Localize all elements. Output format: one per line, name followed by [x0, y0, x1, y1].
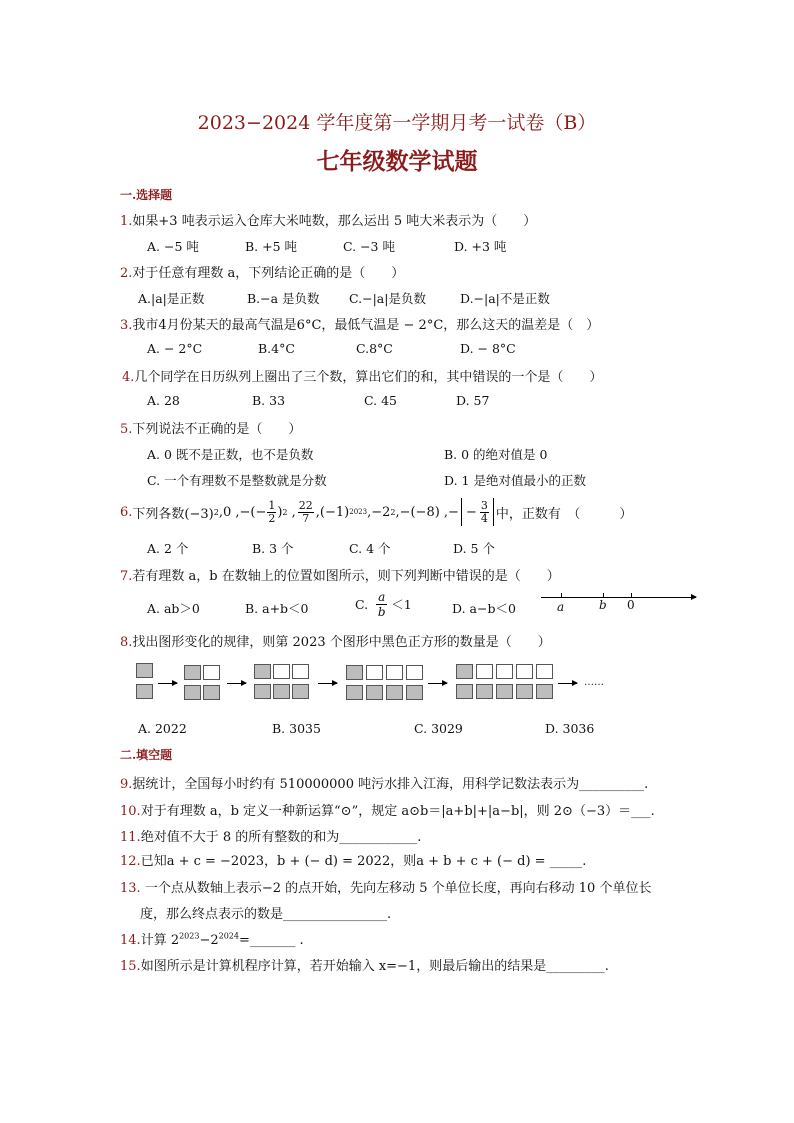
q5-option-c: C. 一个有理数不是整数就是分数 [147, 473, 327, 488]
fraction-denominator: b [377, 604, 386, 619]
question-number: 2. [120, 266, 133, 281]
square-black [136, 684, 153, 699]
square-black [476, 684, 493, 699]
question-10 [120, 800, 655, 819]
q6-option-a: A. 2 个 [147, 541, 189, 556]
q4-option-c: C. 45 [364, 393, 397, 408]
square-white [536, 664, 553, 679]
question-number: 13. [120, 881, 141, 896]
exam-subtitle: 七年级数学试题 [316, 148, 478, 175]
q6-option-d: D. 5 个 [453, 541, 495, 556]
q6-text-part: 中，正数有 （ ） [495, 506, 633, 522]
question-7 [120, 565, 560, 584]
q6-text-part: ,−(−8) ,− [395, 504, 459, 520]
q14-exponent: 2023 [179, 931, 200, 941]
square-black [456, 664, 473, 679]
q6-text-part: ,(−1) [315, 504, 350, 520]
question-text: 据统计，全国每小时约有 510000000 吨污水排入江海，用科学记数法表示为__________. [132, 777, 649, 792]
option-rest: ＜1 [391, 597, 412, 612]
q7-option-a: A. ab＞0 [147, 601, 200, 616]
q3-option-a: A. − 2°C [147, 341, 203, 356]
question-number: 5. [120, 422, 133, 437]
q8-option-a: A. 2022 [138, 721, 187, 736]
q6-exponent: 2 [213, 507, 219, 517]
q6-fraction-one-half [267, 500, 276, 525]
question-text: 一个点从数轴上表示−2 的点开始，先向左移动 5 个单位长度，再向右移动 10 个单位长 [140, 881, 652, 896]
question-number: 12. [120, 854, 141, 869]
fraction-numerator: 1 [268, 498, 276, 512]
question-number: 15. [120, 959, 141, 974]
question-text: 几个同学在日历纵列上圈出了三个数，算出它们的和，其中错误的一个是（ ） [134, 370, 603, 385]
fraction-denominator: 7 [302, 511, 310, 525]
q3-option-c: C.8°C [356, 341, 393, 356]
ellipsis: …… [584, 677, 604, 688]
question-text: 对于有理数 a，b 定义一种新运算“⊙”，规定 a⊙b＝|a+b|+|a−b|，则 2⊙（−3）＝___. [140, 804, 655, 819]
question-text: 绝对值不大于 8 的所有整数的和为____________. [140, 830, 422, 845]
q7-fraction-a-b [376, 590, 387, 619]
question-number: 6. [120, 504, 133, 520]
q7-option-b: B. a+b＜0 [245, 601, 309, 616]
q6-exponent: 2 [282, 507, 288, 517]
question-6: 6. 下列各数(−3) 2 ,0 ,−(− $\frac{1}{2}$ ) 2 , $\frac{22}{7}$ ,(−1) 2023 ,−2 2 ,−(−8) ,− − $\frac{3}{4}$ 中，正数有 （ ） [120, 498, 633, 525]
q6-text-part: ,0 ,−(− [218, 504, 267, 520]
fraction-numerator: a [378, 589, 386, 604]
q5-option-d: D. 1 是绝对值最小的正数 [444, 473, 586, 488]
question-text: 找出图形变化的规律，则第 2023 个图形中黑色正方形的数量是（ ） [132, 635, 551, 650]
q14-text-part: 计算 2 [140, 933, 180, 948]
square-black [536, 684, 553, 699]
fraction-numerator: 3 [480, 498, 488, 512]
square-black [366, 685, 383, 700]
q6-option-c: C. 4 个 [349, 541, 391, 556]
square-black [184, 685, 201, 700]
square-white [366, 665, 383, 680]
q6-exponent: 2023 [349, 508, 368, 516]
question-11 [120, 826, 421, 845]
minus-sign: − [465, 504, 477, 520]
square-black [254, 684, 271, 699]
q2-option-b: B.−a 是负数 [247, 291, 320, 306]
question-15 [120, 955, 609, 974]
square-white [203, 665, 220, 680]
square-black [184, 665, 201, 680]
q3-option-b: B.4°C [258, 341, 295, 356]
arrow [558, 683, 577, 684]
section-fill-heading: 二.填空题 [120, 748, 173, 762]
square-white [273, 664, 290, 679]
q6-fraction-3-4 [480, 500, 489, 525]
q1-option-d: D. +3 吨 [454, 239, 507, 254]
label-zero: 0 [627, 598, 635, 612]
q5-option-a: A. 0 既不是正数，也不是负数 [147, 447, 314, 462]
q8-option-d: D. 3036 [545, 721, 595, 736]
square-black [136, 663, 153, 678]
question-2 [120, 262, 404, 281]
question-text: 下列说法不正确的是（ ） [132, 422, 302, 437]
square-white [516, 664, 533, 679]
question-text: 我市4月份某天的最高气温是6°C，最低气温是 − 2°C，那么这天的温差是（ ） [132, 318, 600, 333]
question-14 [120, 929, 304, 948]
q1-option-c: C. −3 吨 [343, 239, 395, 254]
exam-title: 2023−2024 学年度第一学期月考一试卷（B） [197, 112, 597, 134]
question-number: 8. [120, 635, 133, 650]
section-choice-heading: 一.选择题 [120, 188, 173, 202]
q1-option-b: B. +5 吨 [245, 239, 298, 254]
q6-fraction-22-7 [298, 500, 314, 525]
q2-option-c: C.−|a|是负数 [349, 291, 426, 306]
q6-text-part: ,−2 [367, 504, 391, 520]
question-4 [122, 366, 602, 385]
q2-option-a: A.|a|是正数 [138, 291, 205, 306]
question-13 [120, 877, 651, 896]
q5-option-b: B. 0 的绝对值是 0 [444, 447, 548, 462]
square-black [456, 684, 473, 699]
square-black [406, 685, 423, 700]
q6-exponent: 2 [390, 507, 396, 517]
q6-text-part: ) [277, 504, 283, 520]
question-number: 1. [120, 214, 133, 229]
square-black [254, 664, 271, 679]
question-number: 9. [120, 777, 133, 792]
q7-option-d: D. a−b＜0 [452, 601, 516, 616]
option-letter: C. [355, 596, 369, 612]
question-text: 若有理数 a，b 在数轴上的位置如图所示，则下列判断中错误的是（ ） [132, 569, 560, 584]
q8-option-b: B. 3035 [272, 721, 321, 736]
arrow [318, 683, 337, 684]
question-number: 11. [120, 830, 141, 845]
question-number: 10. [120, 804, 141, 819]
question-number: 3. [120, 318, 133, 333]
tick-a [561, 593, 562, 598]
square-white [496, 664, 513, 679]
square-white [292, 664, 309, 679]
square-black [496, 684, 513, 699]
arrow [227, 683, 246, 684]
question-13-line2: 度，那么终点表示的数是________________. [140, 907, 392, 922]
q3-option-d: D. − 8°C [460, 341, 516, 356]
square-black [516, 684, 533, 699]
q7-option-c [355, 587, 412, 621]
question-5 [120, 418, 301, 437]
number-line-axis [541, 597, 696, 598]
fraction-denominator: 2 [268, 511, 276, 525]
question-1 [120, 210, 536, 229]
square-white [476, 664, 493, 679]
q14-text-part: =_______ . [238, 933, 304, 948]
square-black [386, 685, 403, 700]
q4-option-d: D. 57 [456, 393, 490, 408]
square-black [203, 685, 220, 700]
question-number: 7. [120, 569, 133, 584]
question-number: 14. [120, 933, 141, 948]
question-number: 4. [122, 370, 135, 385]
question-3 [120, 314, 599, 333]
q8-option-c: C. 3029 [414, 721, 463, 736]
question-text: 对于任意有理数 a，下列结论正确的是（ ） [132, 266, 405, 281]
q1-option-a: A. −5 吨 [147, 239, 199, 254]
question-8 [120, 631, 551, 650]
question-12 [120, 850, 586, 869]
square-white [386, 665, 403, 680]
arrow [158, 683, 177, 684]
square-black [346, 665, 363, 680]
fraction-denominator: 4 [480, 511, 488, 525]
question-text: 已知a + c = −2023，b + (− d) = 2022，则a + b + c + (− d) = _____. [140, 854, 587, 869]
q4-option-b: B. 33 [252, 393, 286, 408]
q6-absolute-value [461, 498, 494, 526]
question-text: 如果+3 吨表示运入仓库大米吨数，那么运出 5 吨大米表示为（ ） [132, 214, 537, 229]
fraction-numerator: 22 [298, 498, 313, 512]
q14-text-part: −2 [199, 933, 219, 948]
question-text: 如图所示是计算机程序计算，若开始输入 x=−1，则最后输出的结果是_________. [140, 959, 609, 974]
question-9 [120, 773, 648, 792]
q2-option-d: D.−|a|不是正数 [460, 291, 550, 306]
square-black [292, 684, 309, 699]
q14-exponent: 2024 [218, 931, 239, 941]
label-b: b [599, 598, 607, 612]
q4-option-a: A. 28 [147, 393, 180, 408]
arrow [428, 683, 447, 684]
square-black [273, 684, 290, 699]
square-white [406, 665, 423, 680]
label-a: a [557, 600, 565, 614]
q6-text-part: 下列各数(−3) [132, 506, 214, 522]
q6-option-b: B. 3 个 [252, 541, 294, 556]
square-black [346, 685, 363, 700]
